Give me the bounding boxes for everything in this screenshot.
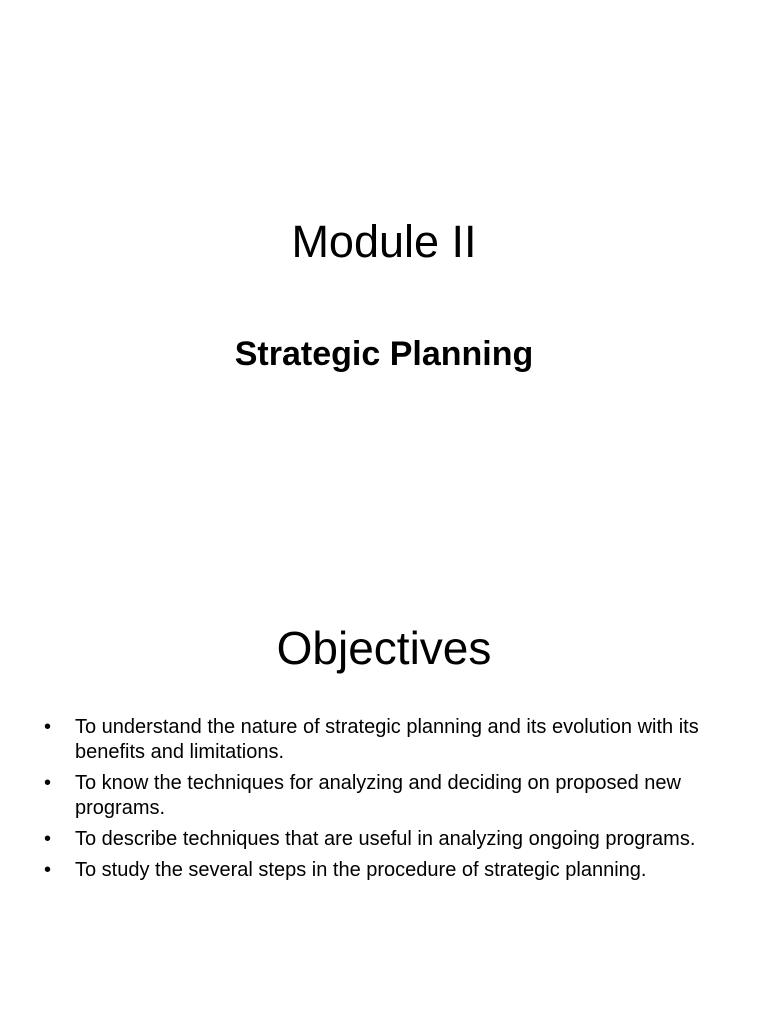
objectives-list [44,715,734,889]
objective-text: To understand the nature of strategic planning and its evolution with its benefits and limitations. [75,716,699,763]
objective-item [44,827,734,852]
objective-text: To know the techniques for analyzing and deciding on proposed new programs. [75,772,681,819]
objective-item [44,771,734,821]
objective-item [44,858,734,883]
objectives-slide [0,512,768,1024]
bullet-icon: • [44,716,52,738]
objectives-title: Objectives [276,622,492,674]
module-subtitle: Strategic Planning [234,335,534,373]
bullet-icon: • [44,859,52,881]
objective-text: To describe techniques that are useful in analyzing ongoing programs. [75,828,696,850]
objective-item [44,715,734,765]
module-title: Module II [291,216,477,267]
bullet-icon: • [44,772,52,794]
objective-text: To study the several steps in the procedure of strategic planning. [75,859,647,881]
bullet-icon: • [44,828,52,850]
